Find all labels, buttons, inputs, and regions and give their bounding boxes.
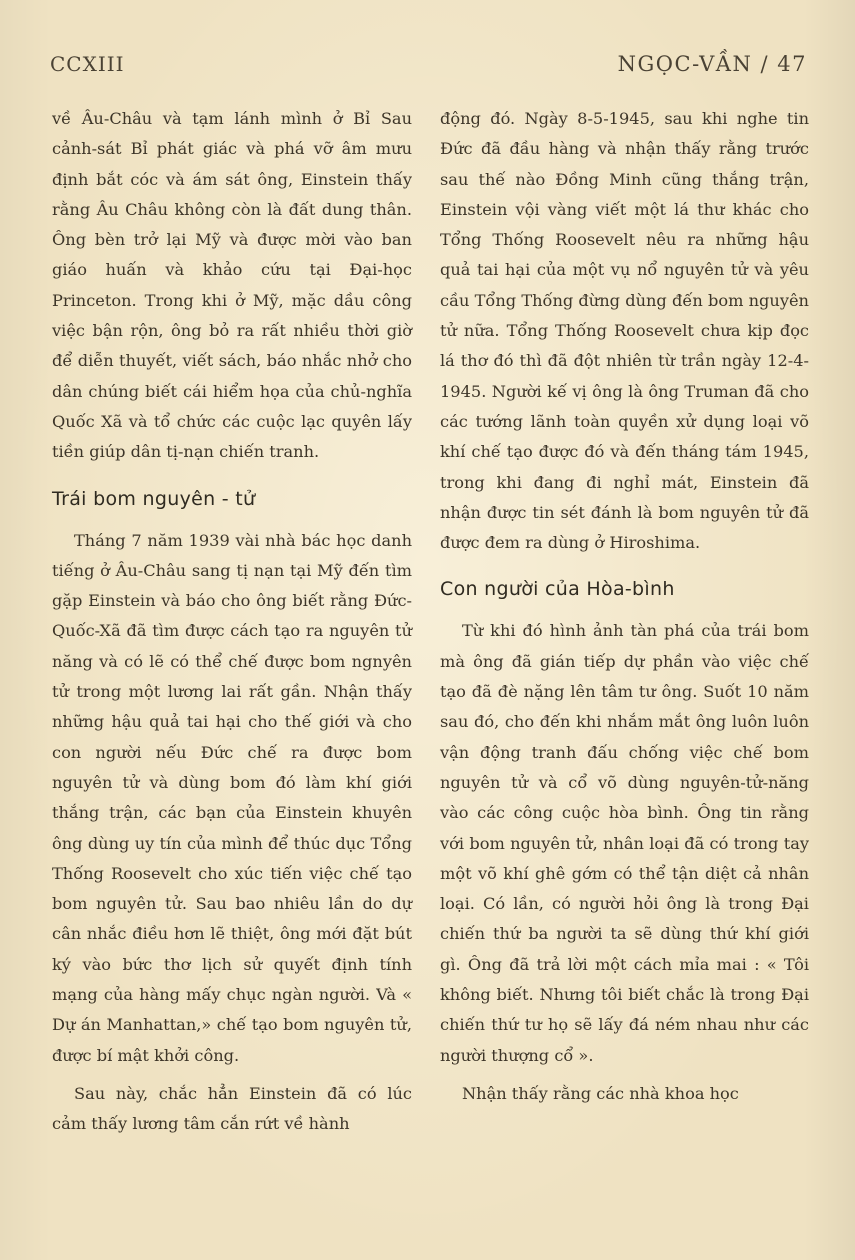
paragraph: Tháng 7 năm 1939 vài nhà bác học danh tiếng ở Âu-Châu sang tị nạn tại Mỹ đến tìm gặp Einstein và báo cho ông biết rằng Đức-Quốc-Xã đã tìm được cách tạo ra nguyên tử năng và có lẽ có thể chế được bom ngnyên tử trong một lương lai rất gần. Nhận thấy những hậu quả tai hại cho thế giới và cho con người nếu Đức chế ra được bom nguyên tử và dùng bom đó làm khí giới thắng trận, các bạn của Einstein khuyên ông dùng uy tín của mình để thúc dục Tổng Thống Roosevelt cho xúc tiến việc chế tạo bom nguyên tử. Sau bao nhiêu lần do dự cân nhắc điều hơn lẽ thiệt, ông mới đặt bút ký vào bức thơ lịch sử quyết định tính mạng của hàng mấy chục ngàn người. Và « Dự án Manhattan,» chế tạo bom nguyên tử, được bí mật khởi công. bbox=[52, 530, 412, 1065]
left-column bbox=[52, 104, 412, 1140]
paragraph: động đó. Ngày 8-5-1945, sau khi nghe tin Đức đã đầu hàng và nhận thấy rằng trước sau thế nào Đồng Minh cũng thắng trận, Einstein vội vàng viết một lá thư khác cho Tổng Thống Roosevelt nêu ra những hậu quả tai hại của một vụ nổ nguyên tử và yêu cầu Tổng Thống đừng dùng đến bom nguyên tử nữa. Tổng Thống Roosevelt chưa kịp đọc lá thơ đó thì đã đột nhiên từ trần ngày 12-4-1945. Người kế vị ông là ông Truman đã cho các tướng lãnh toàn quyền xử dụng loại võ khí chế tạo được đó và đến tháng tám 1945, trong khi đang đi nghỉ mát, Einstein đã nhận được tin sét đánh là bom nguyên tử đã được đem ra dùng ở Hiroshima. bbox=[440, 109, 809, 553]
page-header-section-number: CCXIII bbox=[50, 52, 125, 76]
section-heading-man-of-peace: Con người của Hòa-bình bbox=[440, 578, 675, 601]
section-heading-atomic-bomb: Trái bom nguyên - tử bbox=[52, 487, 256, 510]
page-header-title-page-number: NGỌC-VẦN / 47 bbox=[617, 52, 807, 76]
paragraph: Sau này, chắc hẳn Einstein đã có lúc cảm thấy lương tâm cắn rứt về hành bbox=[52, 1083, 412, 1134]
paragraph: Nhận thấy rằng các nhà khoa học bbox=[462, 1083, 739, 1103]
right-column bbox=[440, 104, 809, 1109]
paragraph: về Âu-Châu và tạm lánh mình ở Bỉ Sau cảnh-sát Bỉ phát giác và phá vỡ âm mưu định bắt cóc và ám sát ông, Einstein thấy rằng Âu Châu không còn là đất dung thân. Ông bèn trở lại Mỹ và được mời vào ban giáo huấn và khảo cứu tại Đại-học Princeton. Trong khi ở Mỹ, mặc dầu công việc bận rộn, ông bỏ ra rất nhiều thời giờ để diễn thuyết, viết sách, báo nhắc nhở cho dân chúng biết cái hiểm họa của chủ-nghĩa Quốc Xã và tổ chức các cuộc lạc quyên lấy tiền giúp dân tị-nạn chiến tranh. bbox=[52, 109, 412, 462]
paragraph: Từ khi đó hình ảnh tàn phá của trái bom mà ông đã gián tiếp dự phần vào việc chế tạo đã đè nặng lên tâm tư ông. Suốt 10 năm sau đó, cho đến khi nhắm mắt ông luôn luôn vận động tranh đấu chống việc chế bom nguyên tử và cổ võ dùng nguyên-tử-năng vào các công cuộc hòa bình. Ông tin rằng với bom nguyên tử, nhân loại đã có trong tay một võ khí ghê gớm có thể tận diệt cả nhân loại. Có lần, có người hỏi ông là trong Đại chiến thứ ba người ta sẽ dùng thứ khí giới gì. Ông đã trả lời một cách mỉa mai : « Tôi không biết. Nhưng tôi biết chắc là trong Đại chiến thứ tư họ sẽ lấy đá ném nhau như các người thượng cổ ». bbox=[440, 621, 809, 1065]
